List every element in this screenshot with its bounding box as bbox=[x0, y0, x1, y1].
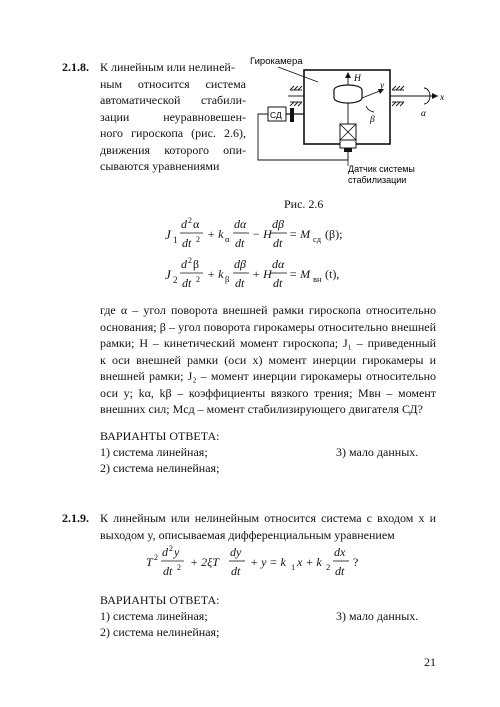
eq-k1-sub: 1 bbox=[291, 562, 296, 572]
eq-plus2: + y = k bbox=[250, 555, 286, 569]
eq-eq: = M bbox=[289, 267, 311, 281]
beta-label: β bbox=[370, 115, 375, 125]
y-axis-label: y bbox=[380, 81, 385, 91]
intro-line: К линейным или нелиней- bbox=[100, 60, 235, 74]
h-label: H bbox=[354, 74, 361, 84]
intro-line: сываются уравнениями bbox=[100, 159, 220, 173]
eq-den1: dt bbox=[182, 276, 192, 290]
eq-arg: (t), bbox=[325, 267, 340, 281]
eq-k-sub: α bbox=[225, 234, 230, 244]
answer-option: 3) мало данных. bbox=[336, 445, 419, 459]
answer-option: 1) система линейная; bbox=[100, 445, 208, 459]
eq-num1-sup: 2 bbox=[188, 256, 192, 265]
eq-den1-sup: 2 bbox=[177, 563, 181, 572]
eq-den1: dt bbox=[163, 564, 173, 578]
problem-number: 2.1.9. bbox=[62, 511, 89, 525]
eq-plus1: + k bbox=[207, 267, 224, 281]
equation-3 bbox=[146, 542, 376, 582]
where-line: рамки; H – кинетический момент гироскопа; J₁ – приведенный bbox=[100, 336, 436, 350]
sensor-label-1: Датчик системы bbox=[348, 164, 415, 174]
eq-j-sub: 2 bbox=[173, 275, 178, 285]
h-vector-arrow-icon bbox=[345, 72, 351, 78]
eq-plus2: + H bbox=[252, 267, 272, 281]
eq-m-sub: вн bbox=[313, 274, 322, 284]
eq-num1-sym: α bbox=[193, 217, 200, 231]
eq-t-sup: 2 bbox=[154, 553, 158, 562]
where-line: где α – угол поворота внешней рамки гироскопа относительно bbox=[100, 303, 436, 317]
eq-eq: = M bbox=[289, 227, 311, 241]
problem-intro bbox=[100, 59, 246, 175]
gear-icon bbox=[290, 108, 294, 122]
eq-num1-sym: β bbox=[193, 257, 200, 271]
sd-label: СД bbox=[270, 110, 282, 120]
intro-line: ного гироскопа (рис. 2.6), bbox=[100, 126, 246, 140]
where-line: внешней рамки; J₂ – момент инерции гирокамеры относительно bbox=[100, 369, 436, 383]
eq-den1: dt bbox=[182, 236, 192, 250]
right-bearing-icon bbox=[390, 86, 408, 106]
eq-num1-sup: 2 bbox=[169, 544, 173, 553]
intro-line: движения которого опи- bbox=[100, 142, 246, 157]
eq-j-sub: 1 bbox=[173, 235, 178, 245]
eq-den3: dt bbox=[273, 276, 283, 290]
eq-minus: − H bbox=[252, 227, 272, 241]
eq-arg: (β); bbox=[325, 227, 343, 241]
sensor-label-2: стабилизации bbox=[348, 175, 407, 185]
eq-den2: dt bbox=[231, 564, 241, 578]
intro-line: зации неуравновешен- bbox=[100, 109, 246, 124]
problem-number: 2.1.8. bbox=[62, 60, 89, 74]
eq-k2-sub: 2 bbox=[326, 562, 331, 572]
eq-num1-sup: 2 bbox=[188, 216, 192, 225]
intro-line: К линейным или нелинейным относится система с входом x и bbox=[100, 511, 436, 525]
intro-line: выходом y, описываемая дифференциальным уравнением bbox=[100, 527, 395, 542]
where-paragraph bbox=[100, 302, 436, 418]
problem-intro bbox=[100, 510, 436, 543]
where-line: внешних сил; Mсд – момент стабилизирующего двигателя СД? bbox=[100, 402, 423, 416]
eq-m-sub: сд bbox=[313, 234, 322, 244]
eq-den2: dt bbox=[235, 276, 245, 290]
eq-j: J bbox=[165, 267, 171, 282]
eq-plus1: + k bbox=[207, 227, 224, 241]
eq-num1: d bbox=[181, 217, 187, 231]
eq-den1-sup: 2 bbox=[196, 235, 200, 244]
rotor-side bbox=[334, 90, 362, 103]
answers-title: ВАРИАНТЫ ОТВЕТА: bbox=[100, 593, 220, 607]
eq-den1-sup: 2 bbox=[196, 275, 200, 284]
eq-num1: d bbox=[162, 545, 168, 559]
answer-option: 3) мало данных. bbox=[336, 609, 419, 623]
intro-line: ным относится система bbox=[100, 76, 246, 91]
beta-arc-icon bbox=[366, 106, 374, 112]
eq-t: T bbox=[146, 555, 153, 569]
answers-title: ВАРИАНТЫ ОТВЕТА: bbox=[100, 429, 220, 443]
equation-2 bbox=[165, 254, 365, 294]
figure-label-gyrochamber: Гирокамера bbox=[250, 56, 303, 67]
eq-num3: dx bbox=[334, 545, 346, 559]
eq-den3: dt bbox=[273, 236, 283, 250]
figure-caption: Рис. 2.6 bbox=[284, 197, 324, 211]
where-line: к оси внешней рамки (оси x) момент инерции гирокамеры и bbox=[100, 352, 436, 367]
answer-option: 2) система нелинейная; bbox=[100, 625, 220, 639]
x-axis-arrow-icon bbox=[432, 93, 438, 99]
where-line: основания; β – угол поворота гирокамеры относительно внешней bbox=[100, 319, 436, 334]
eq-x-plus: x + k bbox=[297, 555, 322, 569]
where-line: оси y; kα, kβ – коэффициенты вязкого трения; Mвн – момент bbox=[100, 385, 436, 400]
left-bearing-icon bbox=[288, 86, 304, 106]
eq-num1: d bbox=[181, 257, 187, 271]
eq-num3: dβ bbox=[272, 217, 284, 231]
eq-q: ? bbox=[353, 555, 359, 569]
answer-option: 1) система линейная; bbox=[100, 609, 208, 623]
eq-num2: dα bbox=[234, 217, 247, 231]
sensor-foot bbox=[344, 148, 352, 152]
eq-den2: dt bbox=[235, 236, 245, 250]
eq-num2: dβ bbox=[234, 257, 246, 271]
sensor-base bbox=[340, 140, 356, 148]
eq-k-sub: β bbox=[225, 274, 230, 284]
eq-num3: dα bbox=[272, 257, 285, 271]
eq-plus1: + 2ξT bbox=[190, 555, 219, 569]
eq-num2: dy bbox=[230, 545, 242, 559]
gyroscope-figure bbox=[248, 50, 458, 190]
equation-1 bbox=[165, 214, 365, 254]
alpha-label: α bbox=[421, 109, 426, 119]
page-number: 21 bbox=[424, 655, 436, 669]
eq-den3: dt bbox=[335, 564, 345, 578]
intro-line: автоматической стабили- bbox=[100, 93, 246, 107]
x-axis-label: x bbox=[440, 93, 445, 103]
eq-j: J bbox=[165, 227, 171, 242]
eq-num1-sym: y bbox=[174, 545, 180, 559]
answer-option: 2) система нелинейная; bbox=[100, 461, 220, 475]
